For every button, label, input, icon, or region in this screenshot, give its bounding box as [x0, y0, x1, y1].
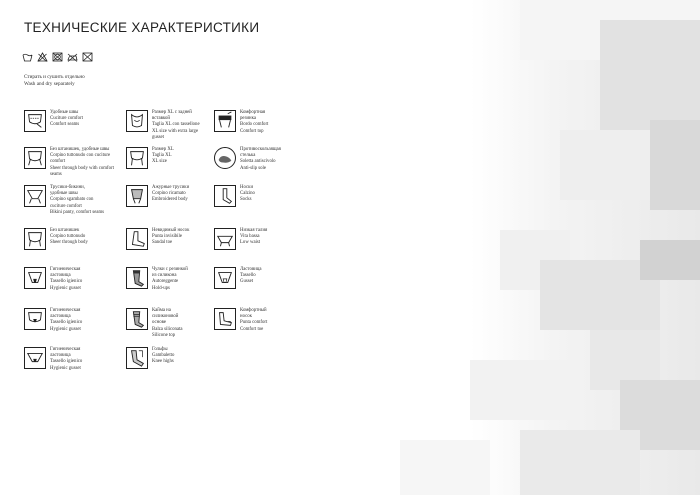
hygienic-gusset-3-icon: [24, 347, 46, 369]
feature-gusset: Ластовица Tassello Gusset: [214, 267, 294, 289]
comfort-seams-icon: [24, 110, 46, 132]
xl-icon: [126, 147, 148, 169]
feature-sheer-body-2: Без штанишек Corpino tuttonudo Sheer through body: [24, 228, 104, 250]
sheer-body-2-icon: [24, 228, 46, 250]
embroidered-icon: [126, 185, 148, 207]
low-waist-icon: [214, 228, 236, 250]
comfort-band-icon: [214, 110, 236, 132]
feature-hygienic-gusset: Гигиеническая ластовица Tassello igienico Hygienic gusset: [24, 267, 104, 292]
comfort-toe-icon: [214, 308, 236, 330]
no-dry-clean-icon: [82, 52, 93, 62]
feature-hygienic-gusset-2: Гигиеническая ластовица Tassello igienico Hygienic gusset: [24, 308, 104, 333]
feature-bikini-panty: Трусики-бикини, удобные швы Corpino sgambato con cuciture comfort Bikini panty, comfort seams: [24, 185, 104, 216]
sandal-toe-icon: [126, 228, 148, 250]
no-bleach-icon: [37, 52, 48, 62]
feature-knee-highs: Гольфы Gambaletto Knee highs: [126, 347, 206, 369]
hygienic-gusset-icon: [24, 267, 46, 289]
feature-comfort-seams: Удобные швы Cuciture comfort Comfort seams: [24, 110, 104, 132]
page-title: ТЕХНИЧЕСКИЕ ХАРАКТЕРИСТИКИ: [24, 20, 260, 35]
feature-silicone-top: Кайма на силиконовой основе Balza siliconata Silicone top: [126, 308, 206, 339]
care-line-ru: Стирать и сушить отдельно: [24, 74, 85, 80]
feature-sandal-toe: Невидимый носок Punta invisibile Sandal toe: [126, 228, 206, 250]
feature-low-waist: Низкая талия Vita bassa Low waist: [214, 228, 294, 250]
knee-highs-icon: [126, 347, 148, 369]
no-iron-icon: [67, 52, 78, 62]
care-instructions: [24, 74, 85, 88]
feature-hygienic-gusset-3: Гигиеническая ластовица Tassello igienico Hygienic gusset: [24, 347, 104, 372]
xl-size-icon: [126, 110, 148, 132]
sheer-body-icon: [24, 147, 46, 169]
gusset-icon: [214, 267, 236, 289]
wash-30-icon: [22, 52, 33, 62]
care-symbols: [22, 52, 93, 62]
feature-embroidered: Ажурные трусики Corpino ricamato Embroidered body: [126, 185, 206, 207]
care-line-en: Wash and dry separately: [24, 81, 75, 87]
feature-xl-size: Размер XL с задней вставкой Taglia XL con tassellone XL size with extra large gusset: [126, 110, 206, 141]
feature-xl: Размер XL Taglia XL XL size: [126, 147, 206, 169]
feature-sheer-body: Без штанишек, удобные швы Corpino tuttonudo con cuciture comfort Sheer through body with comfort seams: [24, 147, 104, 178]
no-tumble-dry-icon: [52, 52, 63, 62]
bikini-panty-icon: [24, 185, 46, 207]
silicone-top-icon: [126, 308, 148, 330]
socks-icon: [214, 185, 236, 207]
feature-comfort-band: Комфортная резинка Bordo comfort Comfort top: [214, 110, 294, 135]
feature-anti-slip: Противоскользящая стелька Soletta antiscivolo Anti-slip sole: [214, 147, 294, 172]
feature-hold-ups: Чулки с резинкой из силикона Autoreggente Hold-ups: [126, 267, 206, 292]
feature-comfort-toe: Комфортный носок Punta comfort Comfort toe: [214, 308, 294, 333]
feature-socks: Носки Calzino Socks: [214, 185, 294, 207]
hygienic-gusset-2-icon: [24, 308, 46, 330]
hold-ups-icon: [126, 267, 148, 289]
anti-slip-icon: [214, 147, 236, 169]
